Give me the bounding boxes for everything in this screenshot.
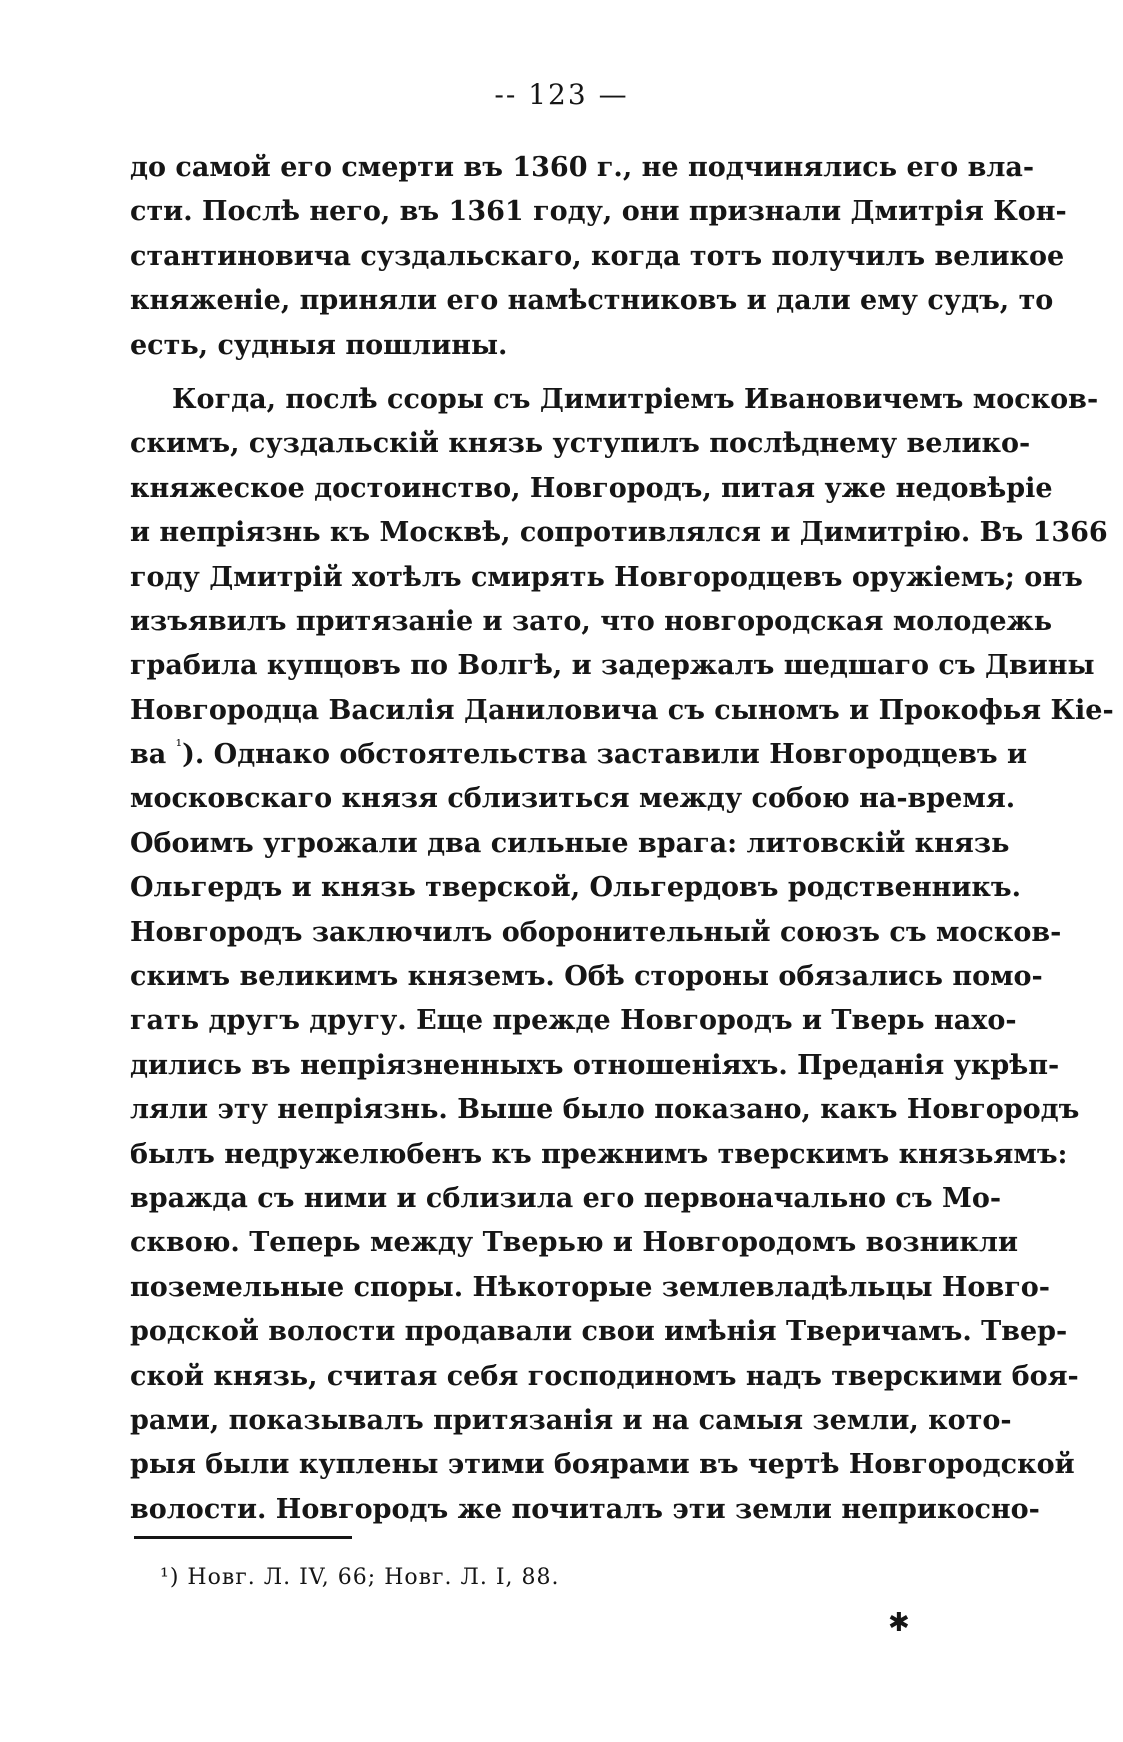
text-line: княжеское достоинство, Новгородъ, питая уже недовѣріе: [130, 472, 1053, 504]
asterisk-ornament-icon: ✱: [888, 1608, 910, 1638]
text-line: Новгородца Василія Даниловича съ сыномъ и Прокофья Кіе-: [130, 694, 1114, 726]
text-line: московскаго князя сблизиться между собою на-время.: [130, 783, 1016, 815]
text-line: дились въ непріязненныхъ отношеніяхъ. Преданія укрѣп-: [130, 1049, 1060, 1081]
text-line: Новгородъ заключилъ оборонительный союзъ съ москов-: [130, 916, 1062, 948]
page-number: -- 123 —: [494, 78, 629, 111]
text-line: до самой его смерти въ 1360 г., не подчинялись его вла-: [130, 152, 1035, 183]
text-line: родской волости продавали свои имѣнія Тверичамъ. Твер-: [130, 1316, 1068, 1348]
text-line: стантиновича суздальскаго, когда тотъ получилъ великое: [130, 240, 1065, 272]
text-line: грабила купцовъ по Волгѣ, и задержалъ шедшаго съ Двины: [130, 650, 1095, 682]
text-line: былъ недружелюбенъ къ прежнимъ тверскимъ князьямъ:: [130, 1138, 1068, 1170]
footnote-divider: [134, 1536, 352, 1539]
text-line: поземельные споры. Нѣкоторые землевладѣльцы Новго-: [130, 1271, 1050, 1303]
text-line: есть, судныя пошлины.: [130, 329, 508, 361]
text-line: Когда, послѣ ссоры съ Димитріемъ Ивановичемъ москов-: [172, 383, 1099, 415]
text-line: скимъ, суздальскій князь уступилъ послѣднему велико-: [130, 428, 1031, 460]
footnote: ¹) Новг. Л. IV, 66; Новг. Л. I, 88.: [160, 1565, 560, 1590]
text-line: Обоимъ угрожали два сильные врага: литовскій князь: [130, 827, 1010, 859]
text-line-with-footnote: [130, 733, 1027, 777]
text-line: ской князь, считая себя господиномъ надъ тверскими боя-: [130, 1360, 1079, 1392]
text-line: году Дмитрій хотѣлъ смирять Новгородцевъ оружіемъ; онъ: [130, 561, 1083, 593]
text-line: скимъ великимъ княземъ. Обѣ стороны обязались помо-: [130, 961, 1043, 993]
text-line: изъявилъ притязаніе и зато, что новгородская молодежь: [130, 605, 1053, 637]
text-line: Ольгердъ и князь тверской, Ольгердовъ родственникъ.: [130, 872, 1022, 904]
text-line: волости. Новгородъ же почиталъ эти земли неприкосно-: [130, 1493, 1040, 1525]
footnote-marker: ¹: [175, 736, 183, 756]
text-fragment: ). Однако обстоятельства заставили Новгородцевъ и: [182, 739, 1027, 771]
paragraph-gap: [130, 368, 964, 378]
text-line: и непріязнь къ Москвѣ, сопротивлялся и Димитрію. Въ 1366: [130, 517, 1108, 549]
text-line: княженіе, приняли его намѣстниковъ и дали ему судъ, то: [130, 285, 1054, 317]
text-line: ляли эту непріязнь. Выше было показано, какъ Новгородъ: [130, 1094, 1080, 1126]
text-line: вражда съ ними и сблизила его первоначально съ Мо-: [130, 1182, 1002, 1214]
text-line: сквою. Теперь между Тверью и Новгородомъ возникли: [130, 1227, 1018, 1259]
text-line: рами, показывалъ притязанія и на самыя земли, кото-: [130, 1404, 1012, 1436]
text-line: рыя были куплены этими боярами въ чертѣ Новгородской: [130, 1449, 1075, 1481]
text-fragment: ва: [130, 739, 167, 771]
text-line: сти. Послѣ него, въ 1361 году, они признали Дмитрія Кон-: [130, 196, 1067, 228]
main-text: [130, 146, 1114, 1532]
text-line: гать другъ другу. Еще прежде Новгородъ и Тверь нахо-: [130, 1005, 1017, 1037]
